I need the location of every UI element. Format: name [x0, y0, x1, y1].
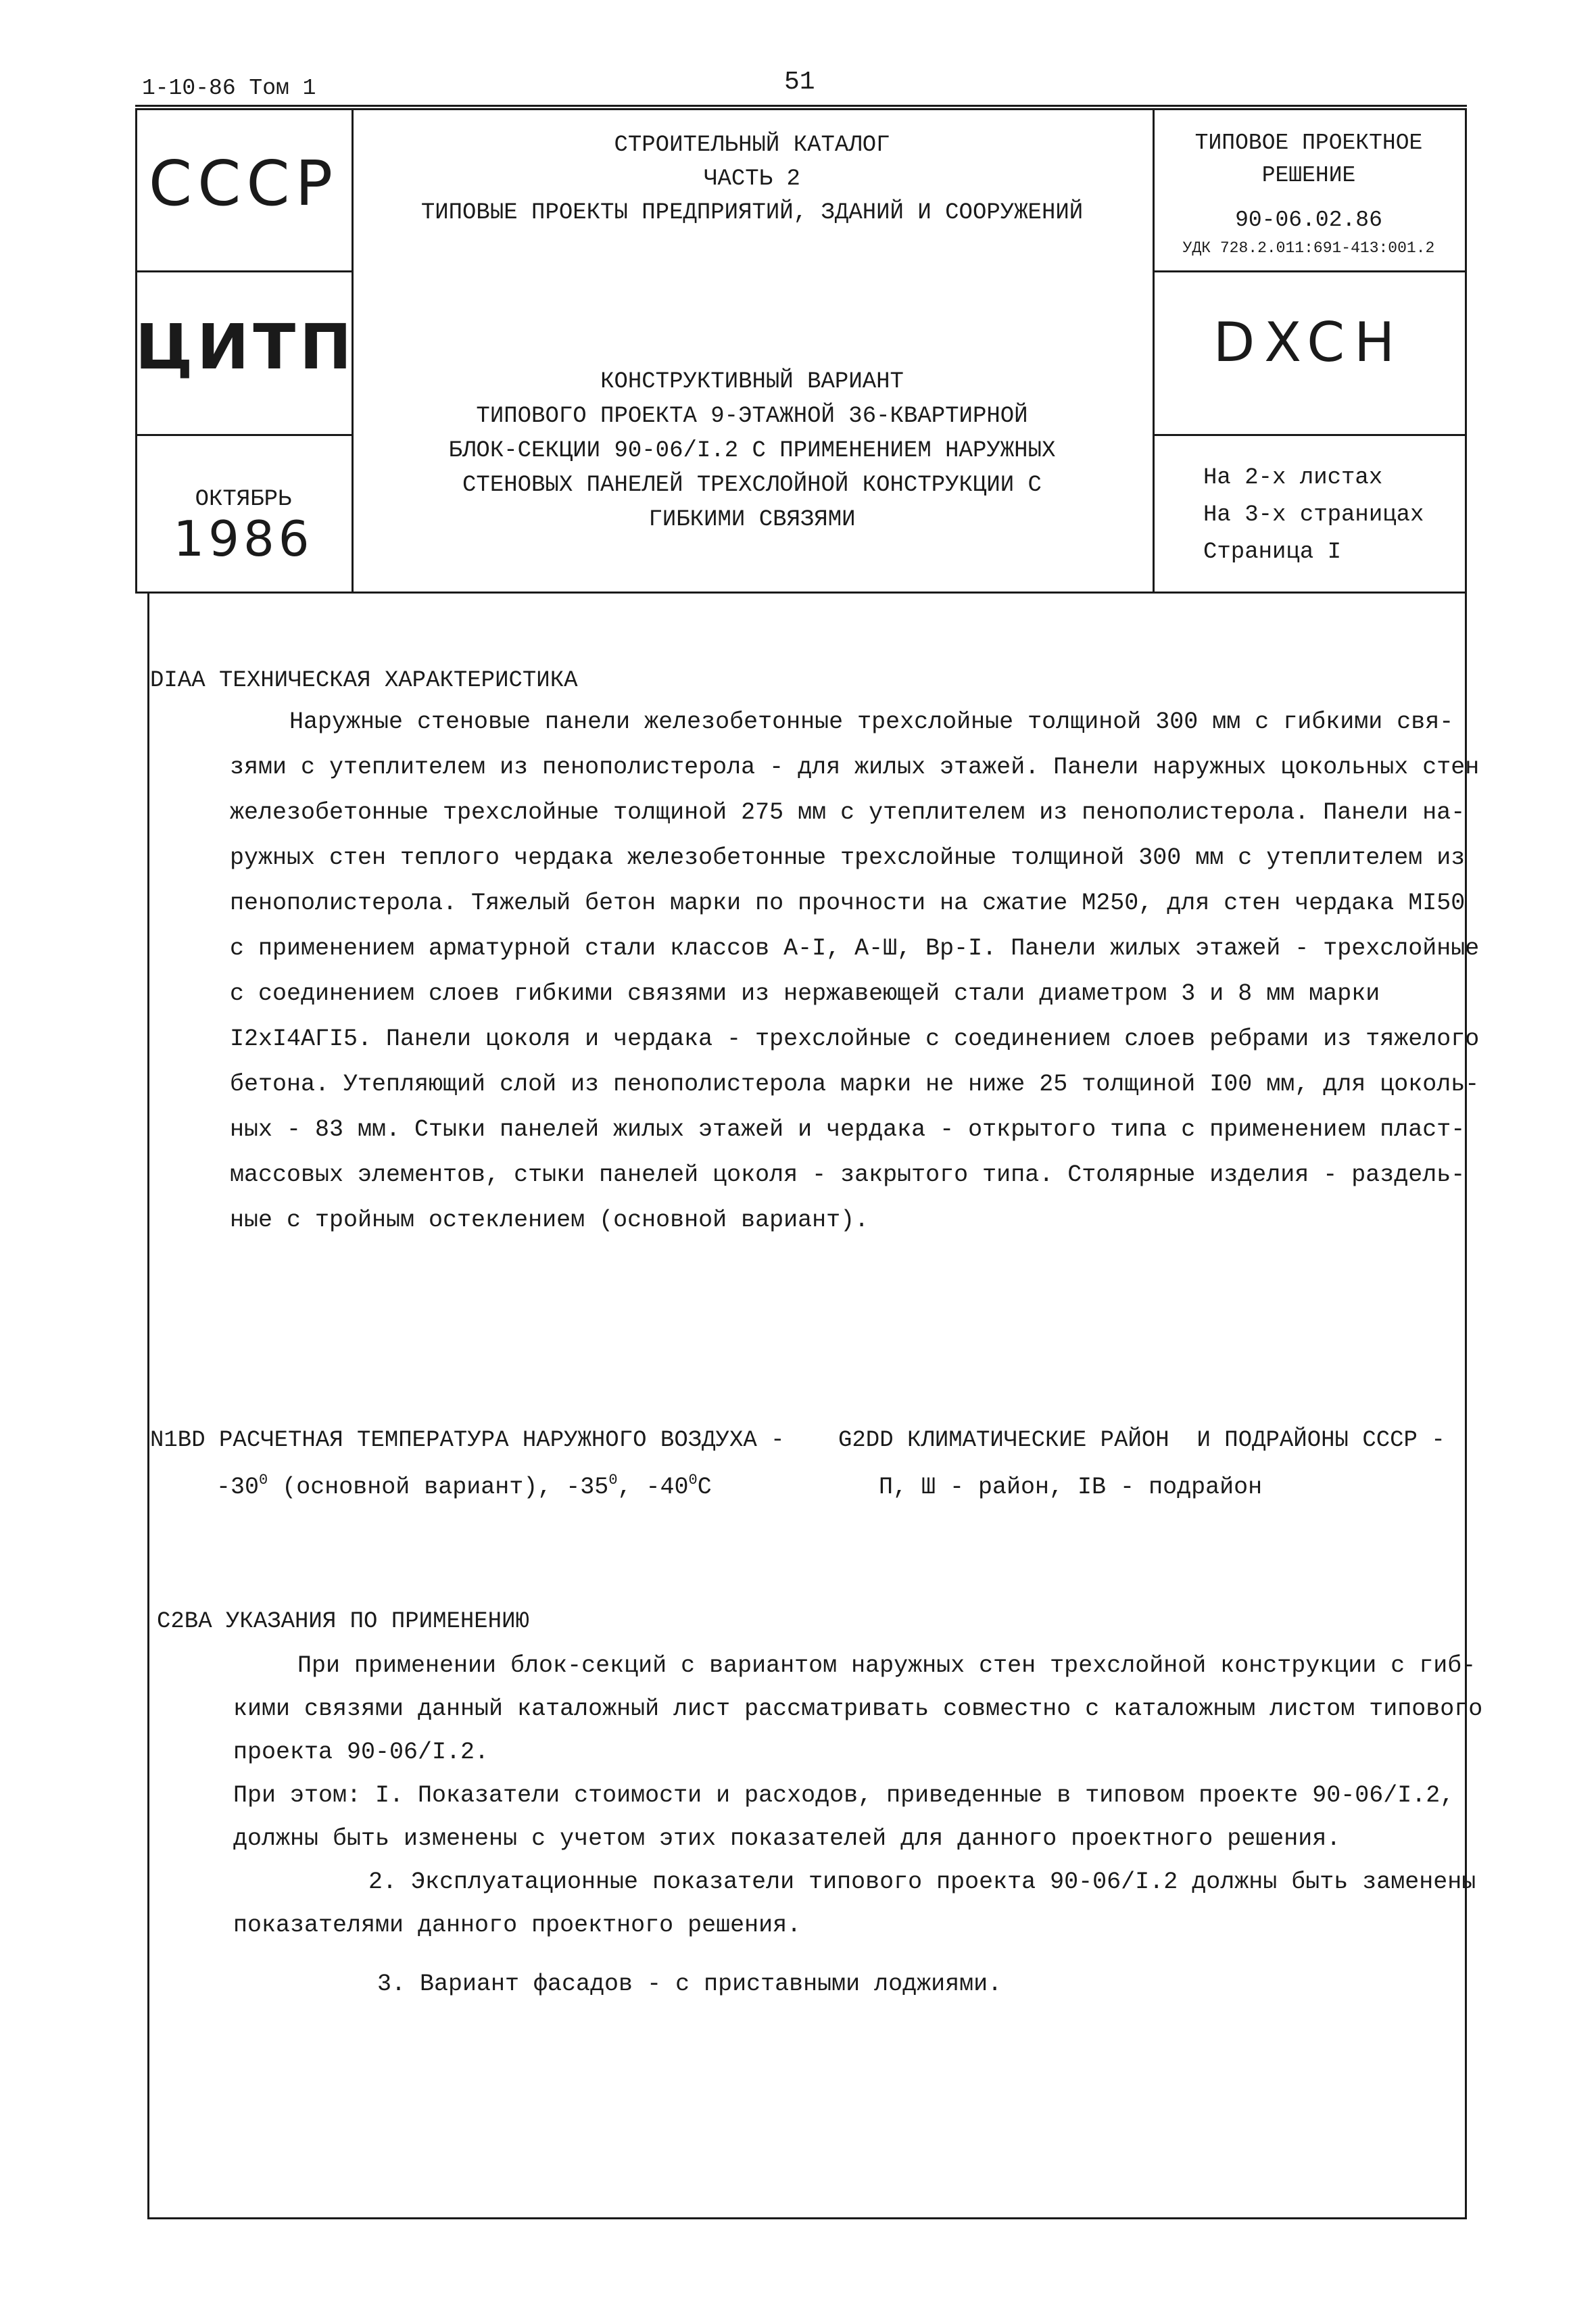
decision-title: ТИПОВОЕ ПРОЕКТНОЕ [1194, 130, 1423, 155]
header-frame-right [1465, 108, 1467, 2217]
header-row2-left [135, 434, 352, 436]
title-line-1: КОНСТРУКТИВНЫЙ ВАРИАНТ [600, 369, 904, 395]
sheets-block [1203, 460, 1424, 571]
tech-line-4: ружных стен теплого чердака железобетонные трехслойные толщиной 300 мм с утеплителем из [230, 844, 1466, 871]
date-year: 1986 [173, 510, 314, 567]
degree-symbol: 0 [608, 1472, 618, 1489]
usage-p1-line-2: кими связями данный каталожный лист рассматривать совместно с каталожным листом типового [233, 1695, 1483, 1722]
usage-p2-line-1: При этом: I. Показатели стоимости и расходов, приведенные в типовом проекте 90-06/I.2, [233, 1782, 1455, 1809]
sheets-count: На 2-х листах [1203, 465, 1383, 491]
pages-count: На 3-х страницах [1203, 502, 1424, 528]
header-row1-left [135, 270, 352, 272]
tech-line-11: массовых элементов, стыки панелей цоколя - закрытого типа. Столярные изделия - раздель- [230, 1161, 1466, 1188]
decision-subtitle: РЕШЕНИЕ [1261, 163, 1356, 188]
tech-line-3: железобетонные трехслойные толщиной 275 мм с утеплителем из пенополистерола. Панели на- [230, 799, 1466, 826]
usage-p2-line-2: должны быть изменены с учетом этих показателей для данного проектного решения. [233, 1825, 1341, 1852]
current-page: Страница I [1203, 539, 1342, 565]
temperature-value [216, 1474, 712, 1501]
usage-p1-line-1: При применении блок-секций с вариантом наружных стен трехслойной конструкции с гиб- [297, 1652, 1476, 1679]
country-label: СССР [148, 147, 339, 220]
body-frame-bottom [147, 2217, 1467, 2219]
tech-line-7: с соединением слоев гибкими связями из нержавеющей стали диаметром 3 и 8 мм марки [230, 980, 1380, 1007]
title-line-3: БЛОК-СЕКЦИИ 90-06/I.2 С ПРИМЕНЕНИЕМ НАРУЖНЫХ [448, 438, 1056, 464]
usage-p3-line-1: 2. Эксплуатационные показатели типового проекта 90-06/I.2 должны быть заменены [368, 1868, 1476, 1896]
tech-line-10: ных - 83 мм. Стыки панелей жилых этажей и чердака - открытого типа с применением пласт- [230, 1116, 1466, 1143]
tech-line-6: с применением арматурной стали классов А-I, А-Ш, Вр-I. Панели жилых этажей - трехслойные [230, 935, 1480, 962]
decision-code: 90-06.02.86 [1235, 208, 1382, 233]
title-block [352, 365, 1153, 537]
tech-heading: DIAA ТЕХНИЧЕСКАЯ ХАРАКТЕРИСТИКА [150, 668, 578, 694]
catalog-part: ЧАСТЬ 2 [704, 166, 800, 192]
page-number: 51 [784, 68, 815, 97]
header-frame-bottom [135, 592, 1467, 594]
tech-line-2: зями с утеплителем из пенополистерола - для жилых этажей. Панели наружных цокольных стен [230, 754, 1480, 781]
title-line-5: ГИБКИМИ СВЯЗЯМИ [648, 507, 856, 533]
climate-heading: G2DD КЛИМАТИЧЕСКИЕ РАЙОН И ПОДРАЙОНЫ СССР - [838, 1428, 1445, 1453]
series-label: 1-10-86 Том 1 [142, 76, 316, 101]
degree-symbol: 0 [259, 1472, 268, 1489]
date-month: ОКТЯБРЬ [195, 487, 292, 512]
top-rule [135, 105, 1467, 107]
usage-p3-line-2: показателями данного проектного решения. [233, 1912, 802, 1939]
code-letters: DXCH [1213, 311, 1405, 374]
header-row2-right [1153, 434, 1465, 436]
temperature-main-note: (основной вариант), [268, 1474, 566, 1501]
tech-line-5: пенополистерола. Тяжелый бетон марки по прочности на сжатие М250, для стен чердака МI50 [230, 890, 1466, 917]
tech-line-1: Наружные стеновые панели железобетонные трехслойные толщиной 300 мм с гибкими свя- [289, 708, 1454, 735]
usage-p1-line-3: проекта 90-06/I.2. [233, 1739, 489, 1766]
tech-line-9: бетона. Утепляющий слой из пенополистерола марки не ниже 25 толщиной I00 мм, для цоколь- [230, 1071, 1480, 1098]
climate-value: П, Ш - район, IВ - подрайон [879, 1474, 1263, 1501]
usage-p4: 3. Вариант фасадов - с приставными лоджиями. [377, 1971, 1002, 1998]
temperature-separator: , [617, 1474, 646, 1501]
temperature-alt-2: -40 [646, 1474, 689, 1501]
org-label: ЦИТП [135, 311, 356, 383]
catalog-title: СТРОИТЕЛЬНЫЙ КАТАЛОГ [614, 132, 890, 158]
temperature-unit: С [697, 1474, 712, 1501]
catalog-block [352, 128, 1153, 230]
temperature-heading: N1BD РАСЧЕТНАЯ ТЕМПЕРАТУРА НАРУЖНОГО ВОЗДУХА - [150, 1428, 785, 1453]
title-line-4: СТЕНОВЫХ ПАНЕЛЕЙ ТРЕХСЛОЙНОЙ КОНСТРУКЦИИ С [462, 473, 1042, 498]
header-row1-right [1153, 270, 1465, 272]
decision-block [1153, 127, 1465, 260]
degree-symbol: 0 [688, 1472, 698, 1489]
temperature-alt-1: -35 [566, 1474, 609, 1501]
header-frame-top [135, 108, 1467, 110]
tech-line-8: I2хI4АГI5. Панели цоколя и чердака - трехслойные с соединением слоев ребрами из тяжелого [230, 1026, 1480, 1053]
body-frame-left [147, 592, 149, 2217]
title-line-2: ТИПОВОГО ПРОЕКТА 9-ЭТАЖНОЙ 36-КВАРТИРНОЙ [476, 404, 1028, 429]
tech-line-12: ные с тройным остеклением (основной вариант). [230, 1207, 869, 1234]
catalog-subtitle: ТИПОВЫЕ ПРОЕКТЫ ПРЕДПРИЯТИЙ, ЗДАНИЙ И СООРУЖЕНИЙ [420, 200, 1084, 226]
decision-udk: УДК 728.2.011:691-413:001.2 [1182, 239, 1435, 257]
usage-heading: C2BA УКАЗАНИЯ ПО ПРИМЕНЕНИЮ [157, 1609, 529, 1635]
temperature-main: -30 [216, 1474, 260, 1501]
